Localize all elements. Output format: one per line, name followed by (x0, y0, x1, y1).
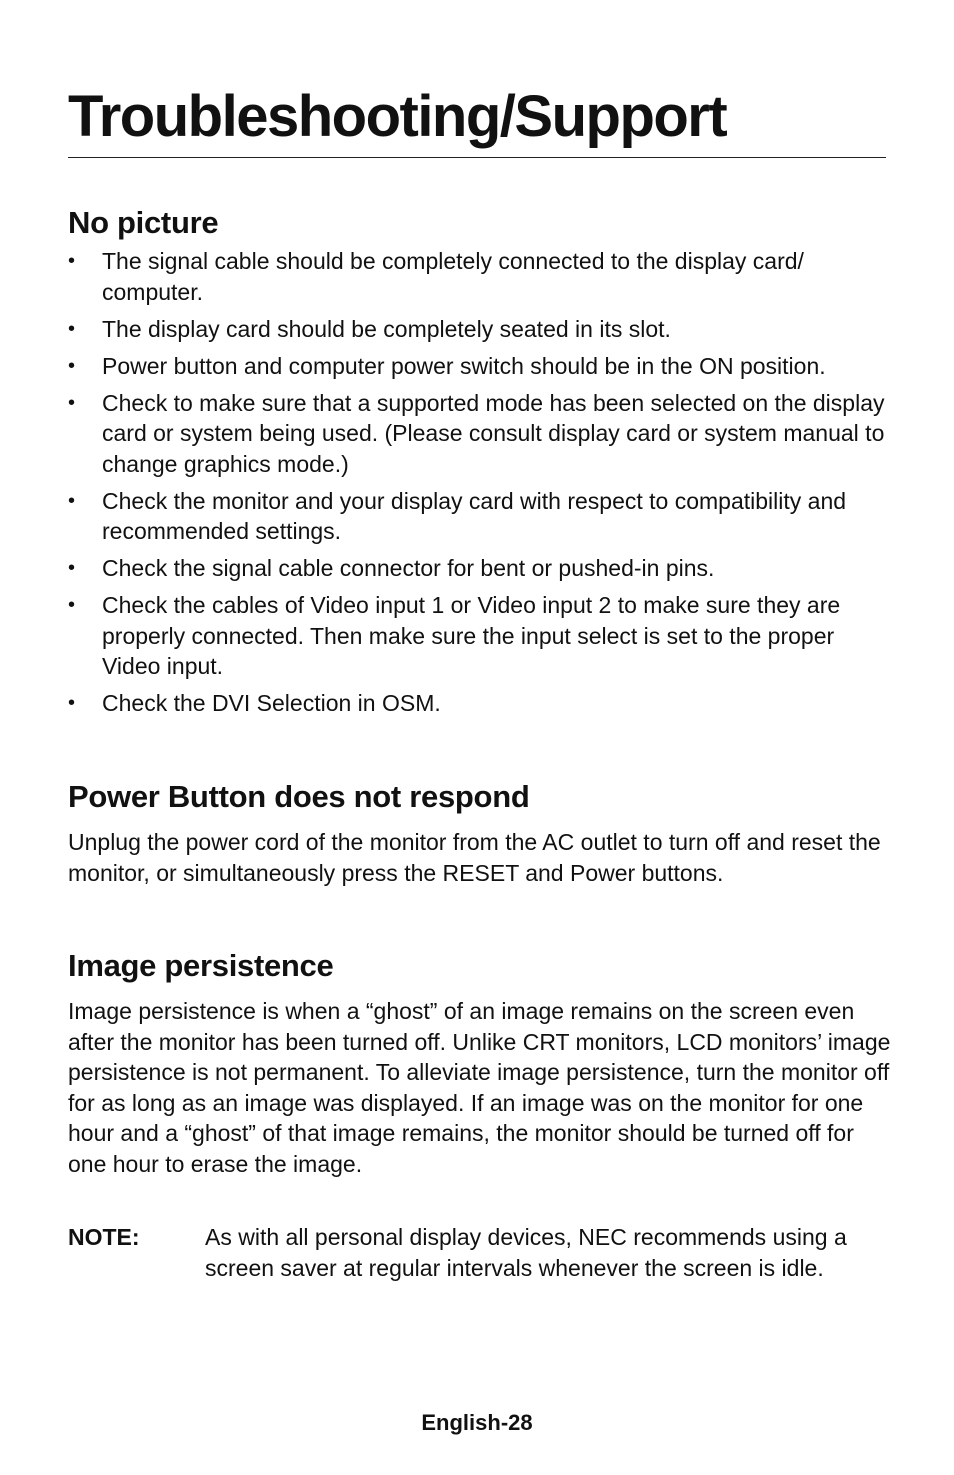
list-item-text: Check the cables of Video input 1 or Video input 2 to make sure they are properly connected. Then make sure the input select is set to the proper Video input. (102, 592, 841, 679)
list-item-text: Check the signal cable connector for bent or pushed-in pins. (102, 555, 715, 581)
image-persistence-paragraph: Image persistence is when a “ghost” of an image remains on the screen even after the monitor has been turned off. Unlike CRT monitors, LCD monitors’ image persistence is not permanent. To alleviate image persistence, turn the monitor off for as long as an image was displayed. If an image was on the monitor for one hour and a “ghost” of that image remains, the monitor should be turned off for one hour to erase the image. (68, 998, 891, 1177)
list-item (68, 553, 898, 584)
list-item (68, 351, 898, 382)
bullet-icon: • (68, 354, 76, 377)
bullet-icon: • (68, 317, 76, 340)
bullet-icon: • (68, 489, 76, 512)
note-text: As with all personal display devices, NEC recommends using a screen saver at regular intervals whenever the screen is idle. (205, 1224, 847, 1281)
list-item (68, 246, 898, 307)
bullet-icon: • (68, 557, 76, 579)
section-heading-power-button: Power Button does not respond (68, 779, 530, 814)
page-number: English-28 (421, 1410, 533, 1435)
note-label: NOTE: (68, 1224, 140, 1250)
list-item-text: Power button and computer power switch should be in the ON position. (102, 352, 826, 379)
page-title: Troubleshooting/Support (68, 84, 727, 149)
note-block (68, 1222, 898, 1283)
list-item-text: Check the DVI Selection in OSM. (102, 690, 441, 716)
list-item-text: Check the monitor and your display card with respect to compatibility and recommended settings. (102, 487, 847, 544)
list-item-text: The signal cable should be completely connected to the display card/ computer. (102, 248, 804, 305)
list-item-text: Check to make sure that a supported mode has been selected on the display card or system being used. (Please consult display card or system manual to change graphics mode.) (102, 389, 885, 477)
list-item (68, 486, 898, 547)
list-item (68, 590, 898, 682)
section-heading-no-picture: No picture (68, 205, 219, 240)
bullet-icon: • (68, 391, 76, 414)
list-item (68, 388, 898, 480)
list-item (68, 314, 898, 345)
bullet-icon: • (68, 594, 76, 616)
section-heading-image-persistence: Image persistence (68, 948, 334, 983)
title-divider (68, 157, 886, 158)
bullet-icon: • (68, 250, 76, 272)
power-button-paragraph: Unplug the power cord of the monitor from the AC outlet to turn off and reset the monitor, or simultaneously press the RESET and Power buttons. (68, 829, 881, 886)
bullet-icon: • (68, 692, 76, 714)
list-item-text: The display card should be completely seated in its slot. (102, 315, 671, 342)
no-picture-list (68, 246, 898, 725)
list-item (68, 688, 898, 719)
